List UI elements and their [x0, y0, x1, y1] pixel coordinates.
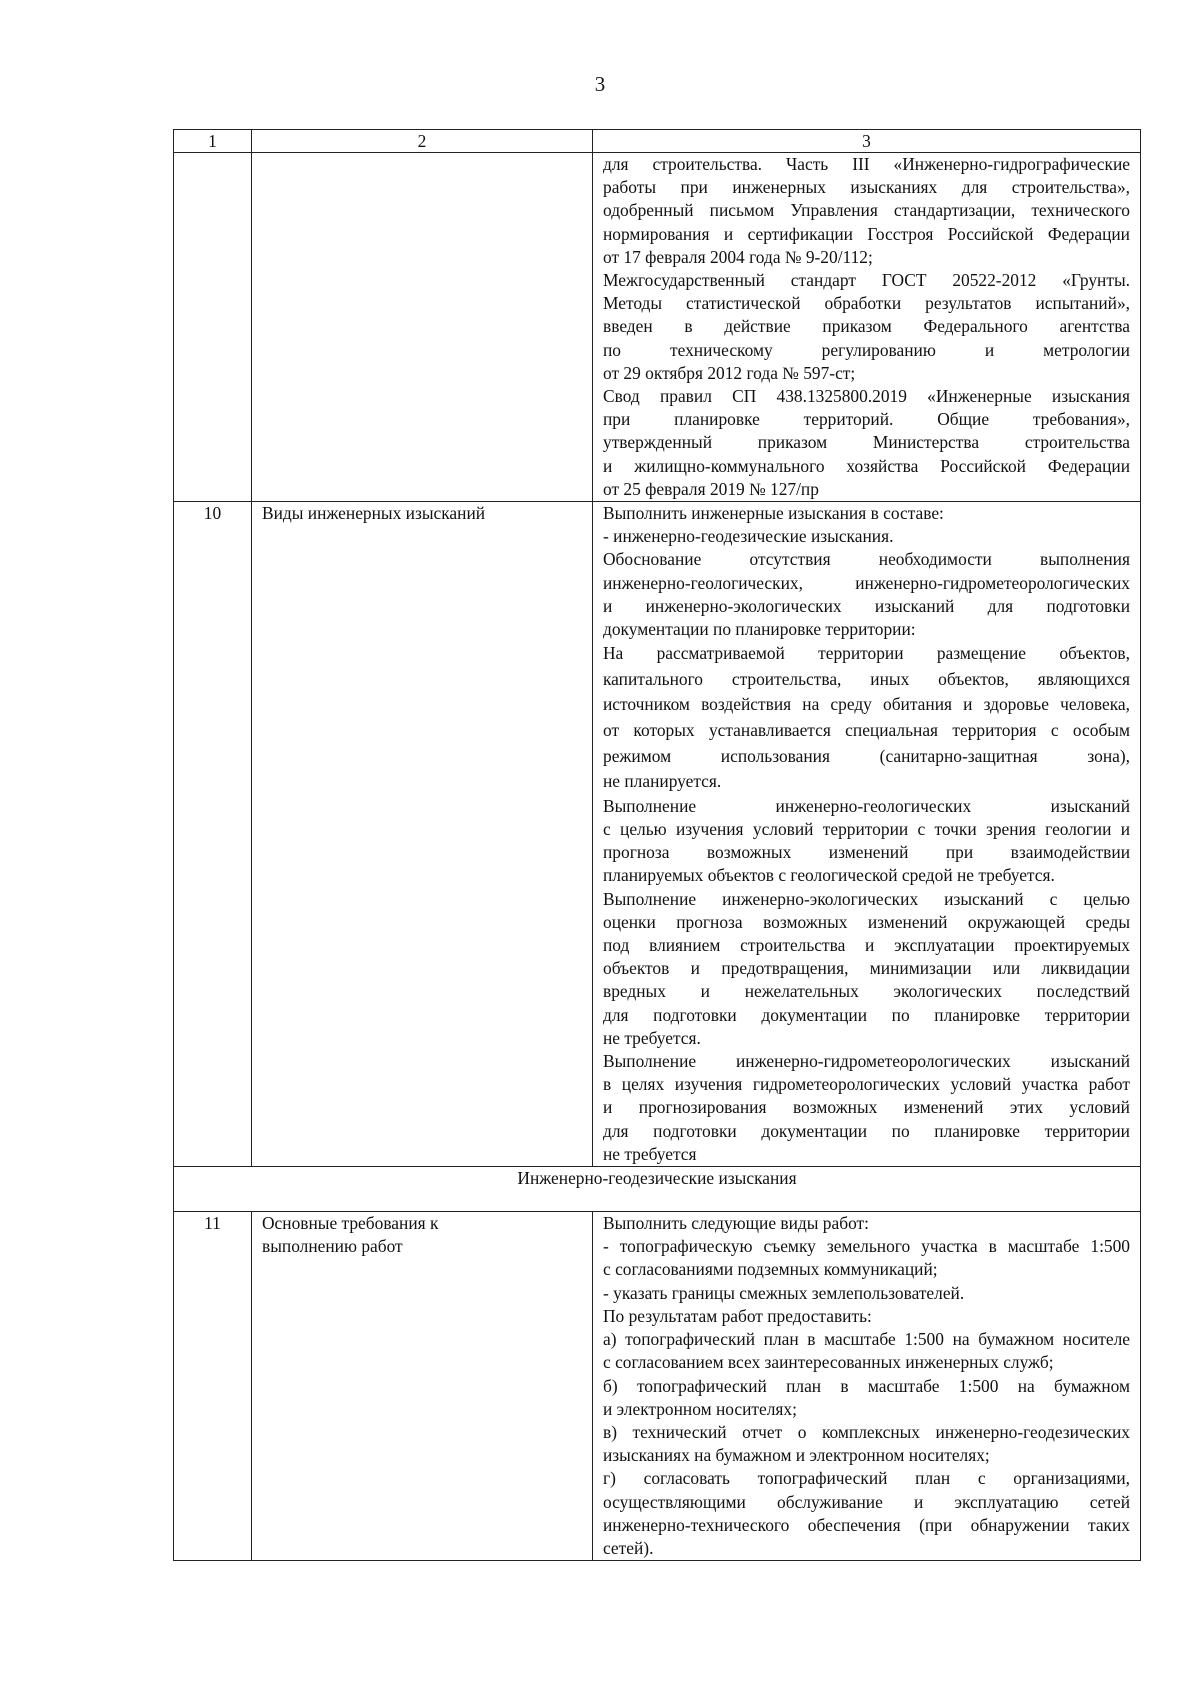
text-line: от 17 февраля 2004 года № 9-20/112;	[603, 246, 873, 267]
paragraph	[603, 1375, 1130, 1421]
text-line: По результатам работ предоставить:	[603, 1305, 872, 1326]
paragraph	[603, 1282, 1130, 1305]
text-line: - указать границы смежных землепользователей.	[603, 1282, 965, 1303]
paragraph	[603, 502, 1130, 525]
text-line: под влиянием строительства и эксплуатации проектируемых	[603, 935, 1130, 956]
text-line: не требуется	[603, 1143, 697, 1164]
paragraph	[603, 385, 1130, 501]
text-line: источником воздействия на среду обитания и здоровье человека,	[603, 694, 1130, 715]
text-line: и электронном носителях;	[603, 1398, 797, 1419]
text-line: с согласованием всех заинтересованных инженерных служб;	[603, 1352, 1054, 1373]
cell-name: Виды инженерных изысканий	[252, 502, 593, 1167]
cell-number: 10	[174, 502, 252, 1167]
paragraph	[603, 269, 1130, 385]
text-line: объектов и предотвращения, минимизации или ликвидации	[603, 958, 1130, 979]
text-line: и прогнозирования возможных изменений этих условий	[603, 1097, 1130, 1118]
section-title: Инженерно-геодезические изыскания	[174, 1167, 1141, 1212]
cell-name	[252, 1212, 593, 1561]
text-line: для строительства. Часть III «Инженерно-гидрографические	[603, 154, 1130, 174]
cell-number: 11	[174, 1212, 252, 1561]
cell-name-line: выполнению работ	[262, 1236, 403, 1257]
text-line: Выполнение инженерно-гидрометеорологических изысканий	[603, 1051, 1130, 1072]
text-line: одобренный письмом Управления стандартизации, технического	[603, 200, 1130, 221]
text-line: от которых устанавливается специальная территория с особым	[603, 720, 1130, 741]
paragraph	[603, 795, 1130, 888]
paragraph	[603, 641, 1130, 795]
paragraph	[603, 548, 1130, 641]
paragraph	[603, 153, 1130, 269]
text-line: г) согласовать топографический план с организациями,	[603, 1468, 1130, 1489]
text-line: и инженерно-экологических изысканий для подготовки	[603, 595, 1130, 616]
text-line: не требуется.	[603, 1027, 701, 1048]
text-line: инженерно-геологических, инженерно-гидрометеорологических	[603, 572, 1130, 593]
table-header-row	[174, 130, 1141, 153]
header-col-2: 2	[252, 130, 593, 153]
text-line: изысканиях на бумажном и электронном носителях;	[603, 1445, 990, 1466]
text-line: оценки прогноза возможных изменений окружающей среды	[603, 911, 1130, 932]
text-line: Выполнить инженерные изыскания в составе:	[603, 503, 944, 524]
cell-name	[252, 153, 593, 502]
page-number: 3	[594, 72, 606, 96]
text-line: прогноза возможных изменений при взаимодействии	[603, 842, 1130, 863]
paragraph	[603, 1235, 1130, 1281]
text-line: планируемых объектов с геологической средой не требуется.	[603, 865, 1055, 886]
paragraph	[603, 1421, 1130, 1467]
text-line: а) топографический план в масштабе 1:500 на бумажном носителе	[603, 1329, 1130, 1350]
table-row-continuation	[174, 153, 1141, 502]
cell-number	[174, 153, 252, 502]
text-line: - инженерно-геодезические изыскания.	[603, 526, 894, 547]
text-line: сетей).	[603, 1537, 654, 1558]
text-line: работы при инженерных изысканиях для строительства»,	[603, 177, 1130, 198]
paragraph	[603, 888, 1130, 1050]
text-line: с целью изучения условий территории с точки зрения геологии и	[603, 819, 1130, 840]
table-row-11	[174, 1212, 1141, 1561]
text-line: - топографическую съемку земельного участка в масштабе 1:500	[603, 1236, 1130, 1257]
text-line: инженерно-технического обеспечения (при обнаружении таких	[603, 1514, 1130, 1535]
text-line: с согласованиями подземных коммуникаций;	[603, 1259, 938, 1280]
header-col-3: 3	[593, 130, 1141, 153]
text-line: вредных и нежелательных экологических последствий	[603, 981, 1130, 1002]
text-line: введен в действие приказом Федерального агентства	[603, 316, 1130, 337]
cell-content	[593, 1212, 1141, 1561]
text-line: б) топографический план в масштабе 1:500 на бумажном	[603, 1375, 1130, 1396]
text-line: Выполнить следующие виды работ:	[603, 1213, 869, 1234]
section-heading-row	[174, 1167, 1141, 1212]
text-line: Обоснование отсутствия необходимости выполнения	[603, 549, 1130, 570]
text-line: Межгосударственный стандарт ГОСТ 20522-2012 «Грунты.	[603, 270, 1130, 291]
paragraph	[603, 1467, 1130, 1560]
text-line: по техническому регулированию и метрологии	[603, 339, 1130, 360]
text-line: Методы статистической обработки результатов испытаний»,	[603, 293, 1130, 314]
text-line: утвержденный приказом Министерства строительства	[603, 432, 1130, 453]
table-row-10	[174, 502, 1141, 1167]
text-line: Выполнение инженерно-геологических изысканий	[603, 795, 1130, 816]
cell-content	[593, 153, 1141, 502]
text-line: режимом использования (санитарно-защитная зона),	[603, 745, 1130, 766]
header-col-1: 1	[174, 130, 252, 153]
text-line: нормирования и сертификации Госстроя Российской Федерации	[603, 223, 1130, 244]
text-line: не планируется.	[603, 771, 722, 792]
text-line: от 25 февраля 2019 № 127/пр	[603, 478, 819, 499]
requirements-table	[173, 129, 1141, 1561]
text-line: при планировке территорий. Общие требования»,	[603, 409, 1130, 430]
text-line: для подготовки документации по планировке территории	[603, 1004, 1130, 1025]
text-line: Выполнение инженерно-экологических изысканий с целью	[603, 888, 1130, 909]
cell-content	[593, 502, 1141, 1167]
paragraph	[603, 1328, 1130, 1374]
paragraph	[603, 1305, 1130, 1328]
text-line: в) технический отчет о комплексных инженерно-геодезических	[603, 1421, 1130, 1442]
paragraph	[603, 1212, 1130, 1235]
text-line: капитального строительства, иных объектов, являющихся	[603, 668, 1130, 689]
text-line: от 29 октября 2012 года № 597-ст;	[603, 362, 856, 383]
text-line: документации по планировке территории:	[603, 619, 916, 640]
text-line: осуществляющими обслуживание и эксплуатацию сетей	[603, 1491, 1130, 1512]
text-line: На рассматриваемой территории размещение объектов,	[603, 643, 1130, 664]
paragraph	[603, 1050, 1130, 1166]
paragraph	[603, 525, 1130, 548]
text-line: для подготовки документации по планировке территории	[603, 1120, 1130, 1141]
text-line: Свод правил СП 438.1325800.2019 «Инженерные изыскания	[603, 386, 1130, 407]
text-line: и жилищно-коммунального хозяйства Российской Федерации	[603, 455, 1130, 476]
text-line: в целях изучения гидрометеорологических условий участка работ	[603, 1074, 1130, 1095]
cell-name-line: Основные требования к	[262, 1213, 439, 1234]
